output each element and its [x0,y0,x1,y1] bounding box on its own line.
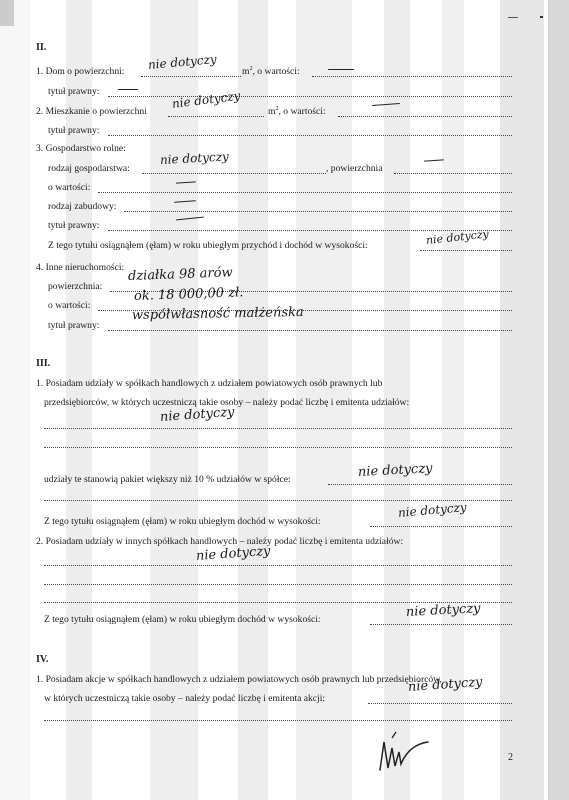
scan-corner-mark [0,0,14,26]
other-title-handwriting: współwłasność małżeńska [131,305,304,323]
shares-powiat-income-dots [370,526,512,527]
house-area-dots [141,76,241,77]
shares-package-label: udziały te stanowią pakiet większy niż 10 % udziałów w spółce: [44,474,291,485]
farm-value-label: o wartości: [48,182,91,193]
house-title-label: tytuł prawny: [48,86,100,97]
section-ii-heading: II. [36,42,47,53]
house-area-handwriting: nie dotyczy [147,52,218,72]
signature [370,722,440,782]
shares-other-dots-1 [44,565,512,566]
flat-area-handwriting: nie dotyczy [171,88,242,111]
stocks-text-a: 1. Posiadam akcje w spółkach handlowych z udziałem powiatowych osób prawnych lub przedsiębiorców, [36,674,442,685]
flat-area-dots [168,116,264,117]
shares-package-dots-2 [44,500,512,501]
shares-powiat-text-b: przedsiębiorców, w których uczestniczą takie osoby – należy podać liczbę i emitenta udziałów: [44,397,410,408]
other-title-dots [108,330,512,331]
other-area-handwriting: działka 98 arów [127,265,233,284]
flat-title-dots [108,135,512,136]
house-label: 1. Dom o powierzchni: [36,66,125,77]
farm-title-label: tytuł prawny: [48,220,100,231]
house-area-unit: $m^2$, o wartości: [242,65,300,77]
farm-kind-label: rodzaj gospodarstwa: [48,163,130,174]
farm-income-label: Z tego tytułu osiągnąłem (ęłam) w roku ubiegłym przychód i dochód w wysokości: [48,240,368,251]
farm-buildings-dots [124,211,512,212]
shares-other-text: 2. Posiadam udziały w innych spółkach handlowych – należy podać liczbę i emitenta udziałów: [36,536,404,547]
shares-other-income-handwriting: nie dotyczy [405,601,481,620]
flat-area-unit: $m^2$, o wartości: [268,105,326,117]
stocks-dots-1 [368,703,512,704]
stocks-handwriting: nie dotyczy [407,674,483,695]
farm-kind-handwriting: nie dotyczy [159,149,230,167]
shares-other-income-label: Z tego tytułu osiągnąłem (ęłam) w roku ubiegłym dochód w wysokości: [44,614,321,625]
farm-value-dots [98,192,512,193]
farm-area-label: , powierzchnia [326,163,383,174]
flat-label: 2. Mieszkanie o powierzchni [36,106,147,117]
scan-stripe [0,0,30,800]
house-title-dash [118,89,138,90]
scan-speck [540,16,543,18]
farm-income-dots [420,250,512,251]
other-value-handwriting: ok. 18 000,00 zł. [133,285,244,304]
section-iv-heading: IV. [36,654,49,665]
shares-other-dots-2 [44,584,512,585]
shares-powiat-handwriting: nie dotyczy [159,404,235,425]
scan-speck [508,17,518,18]
shares-powiat-income-label: Z tego tytułu osiągnąłem (ęłam) w roku ubiegłym dochód w wysokości: [44,516,321,527]
other-value-label: o wartości: [48,300,91,311]
shares-powiat-text-a: 1. Posiadam udziały w spółkach handlowych z udziałem powiatowych osób prawnych lub [36,378,383,389]
flat-title-label: tytuł prawny: [48,125,100,136]
stocks-text-b: w których uczestniczą takie osoby – należy podać liczbę i emitenta akcji: [44,693,326,704]
stocks-dots-2 [44,720,512,721]
shares-other-handwriting: nie dotyczy [195,543,271,564]
house-value-dots [312,76,512,77]
other-area-label: powierzchnia: [48,281,103,292]
farm-income-handwriting: nie dotyczy [425,227,490,247]
shares-powiat-income-handwriting: nie dotyczy [397,500,468,520]
house-title-dots [108,96,512,97]
other-property-label: 4. Inne nieruchomości: [36,262,125,273]
farm-kind-dots [142,173,326,174]
section-iii-heading: III. [36,358,51,369]
shares-package-dots [328,484,512,485]
other-title-label: tytuł prawny: [48,320,100,331]
scan-edge [548,0,569,800]
farm-area-dots [394,173,512,174]
shares-powiat-dots-2 [44,447,512,448]
flat-value-dots [338,116,512,117]
farm-buildings-label: rodzaj zabudowy: [48,201,117,212]
shares-other-income-dots [370,624,512,625]
shares-powiat-dots-1 [44,428,512,429]
page-number: 2 [508,752,513,763]
scan-stripe [500,0,544,800]
farm-label: 3. Gospodarstwo rolne: [36,143,126,154]
shares-package-handwriting: nie dotyczy [357,461,433,480]
